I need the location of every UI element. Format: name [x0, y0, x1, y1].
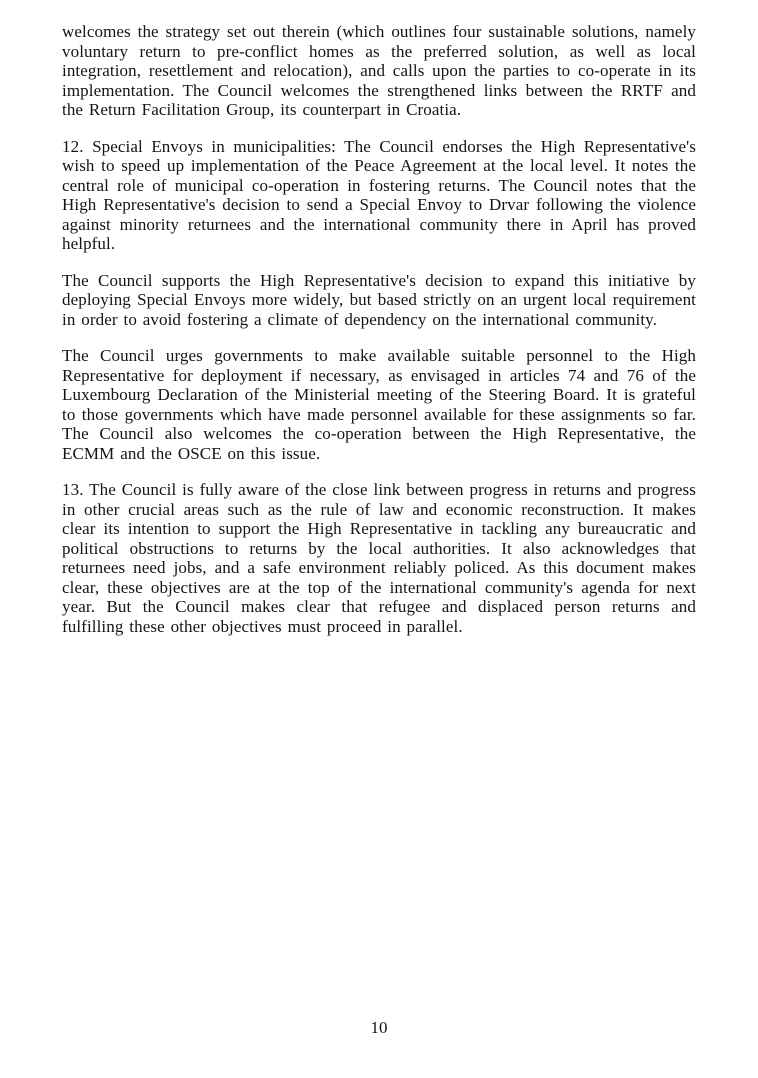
paragraph-continuation: welcomes the strategy set out therein (which outlines four sustainable solutions, namely voluntary return to pre-conflict homes as the preferred solution, as well as local integration, resettlement and relocation), and calls upon the parties to co-operate in its implementation. The Council welcomes the strengthened links between the RRTF and the Return Facilitation Group, its counterpart in Croatia. [62, 22, 696, 119]
page-number: 10 [370, 1018, 388, 1037]
document-body [62, 22, 696, 653]
paragraph-12-continuation-1: The Council supports the High Representative's decision to expand this initiative by deploying Special Envoys more widely, but based strictly on an urgent local requirement in order to avoid fostering a climate of dependency on the international community. [62, 270, 696, 329]
paragraph-13: 13. The Council is fully aware of the close link between progress in returns and progress in other crucial areas such as the rule of law and economic reconstruction. It makes clear its intention to support the High Representative in tackling any bureaucratic and political obstructions to returns by the local authorities. It also acknowledges that returnees need jobs, and a safe environment reliably policed. As this document makes clear, these objectives are at the top of the international community's agenda for next year. But the Council makes clear that refugee and displaced person returns and fulfilling these other objectives must proceed in parallel. [62, 480, 696, 636]
paragraph-12: 12. Special Envoys in municipalities: The Council endorses the High Representative's wish to speed up implementation of the Peace Agreement at the local level. It notes the central role of municipal co-operation in fostering returns. The Council notes that the High Representative's decision to send a Special Envoy to Drvar following the violence against minority returnees and the international community there in April has proved helpful. [62, 136, 696, 253]
paragraph-12-continuation-2: The Council urges governments to make available suitable personnel to the High Representative for deployment if necessary, as envisaged in articles 74 and 76 of the Luxembourg Declaration of the Ministerial meeting of the Steering Board. It is grateful to those governments which have made personnel available for these assignments so far. The Council also welcomes the co-operation between the High Representative, the ECMM and the OSCE on this issue. [62, 346, 696, 463]
